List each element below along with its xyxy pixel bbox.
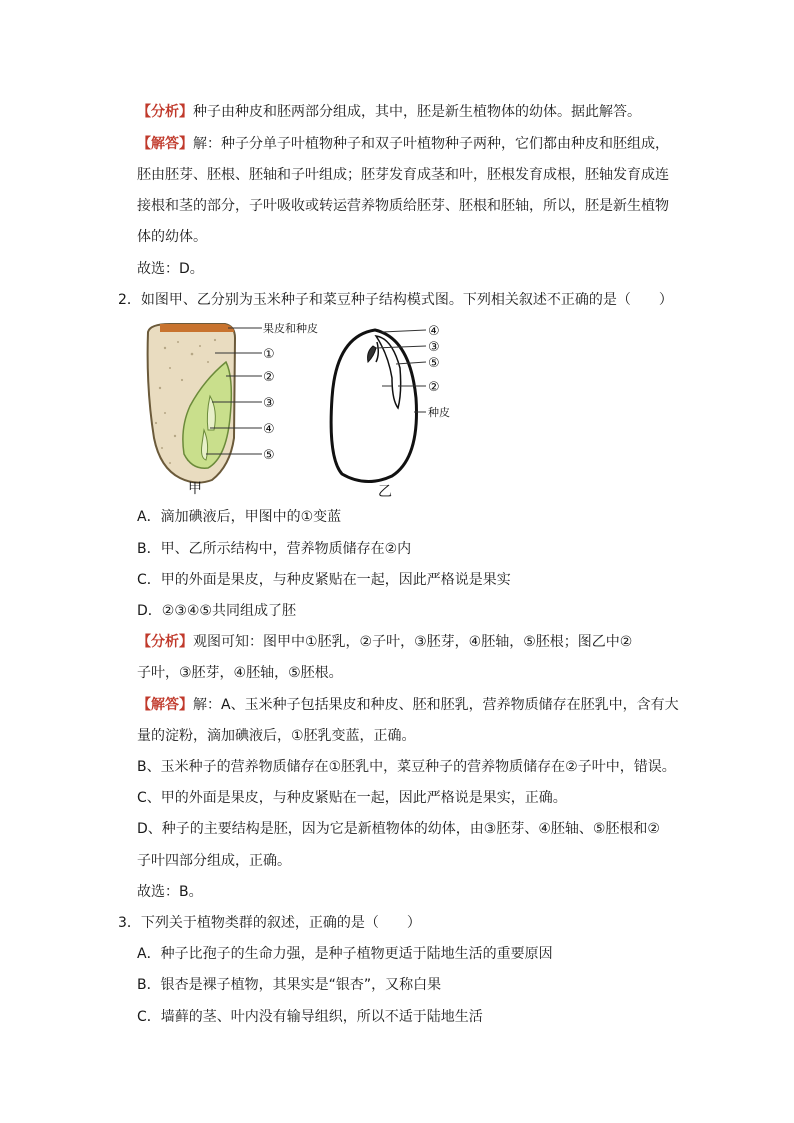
q1-answer-line-4: 体的幼体。: [137, 229, 207, 245]
analysis-tag: 【分析】: [137, 104, 193, 120]
answer-text: 解：A、玉米种子包括果皮和种皮、胚和胚乳，营养物质储存在胚乳中，含有大: [193, 697, 679, 713]
q2-answer-line-3: B、玉米种子的营养物质储存在①胚乳中，菜豆种子的营养物质储存在②子叶中，错误。: [137, 759, 676, 775]
q2-option-b: B．甲、乙所示结构中，营养物质储存在②内: [137, 541, 412, 557]
q3-option-b: B．银杏是裸子植物，其果实是“银杏”，又称白果: [137, 977, 442, 993]
seed-structure-figure: [130, 318, 470, 503]
corn-label-pericarp: 果皮和种皮: [263, 322, 318, 335]
jia-caption: 甲: [188, 481, 202, 497]
q2-option-c: C．甲的外面是果皮，与种皮紧贴在一起，因此严格说是果实: [137, 572, 511, 588]
answer-text: 解：种子分单子叶植物种子和双子叶植物种子两种，它们都由种皮和胚组成，: [193, 136, 669, 152]
bean-label-3: ③: [428, 340, 440, 355]
analysis-text: 观图可知：图甲中①胚乳，②子叶，③胚芽，④胚轴，⑤胚根；图乙中②: [193, 634, 633, 650]
corn-label-3: ③: [263, 396, 275, 411]
q2-choice: 故选：B。: [137, 884, 203, 900]
bean-label-4: ④: [428, 324, 440, 339]
q2-answer-line-2: 量的淀粉，滴加碘液后，①胚乳变蓝，正确。: [137, 728, 416, 744]
corn-label-2: ②: [263, 370, 275, 385]
q3-stem: 3．下列关于植物类群的叙述，正确的是（ ）: [118, 915, 421, 931]
q2-answer-line-6: 子叶四部分组成，正确。: [137, 853, 291, 869]
corn-label-5: ⑤: [263, 448, 275, 463]
q1-choice: 故选：D。: [137, 261, 204, 277]
q2-analysis-line-1: [137, 632, 632, 652]
q2-analysis-line-2: 子叶，③胚芽，④胚轴，⑤胚根。: [137, 665, 343, 681]
answer-tag: 【解答】: [137, 697, 193, 713]
q3-option-a: A．种子比孢子的生命力强，是种子植物更适于陆地生活的重要原因: [137, 946, 553, 962]
q2-answer-line-1: [137, 695, 679, 715]
q2-option-a: A．滴加碘液后，甲图中的①变蓝: [137, 509, 342, 525]
corn-label-1: ①: [263, 347, 275, 362]
q1-answer-line-1: [137, 134, 669, 154]
corn-seed-diagram: [148, 321, 318, 497]
yi-caption: 乙: [378, 484, 392, 500]
bean-label-2: ②: [428, 380, 440, 395]
q1-analysis: [137, 102, 641, 122]
corn-label-4: ④: [263, 422, 275, 437]
q2-option-d: D．②③④⑤共同组成了胚: [137, 603, 296, 619]
bean-seed-diagram: [331, 324, 450, 500]
bean-label-seedcoat: 种皮: [428, 406, 450, 419]
q1-answer-line-3: 接根和茎的部分，子叶吸收或转运营养物质给胚芽、胚根和胚轴，所以，胚是新生植物: [137, 198, 669, 214]
q2-answer-line-4: C、甲的外面是果皮，与种皮紧贴在一起，因此严格说是果实，正确。: [137, 790, 567, 806]
bean-label-5: ⑤: [428, 356, 440, 371]
q3-option-c: C．墙藓的茎、叶内没有输导组织，所以不适于陆地生活: [137, 1009, 483, 1025]
q1-answer-line-2: 胚由胚芽、胚根、胚轴和子叶组成；胚芽发育成茎和叶，胚根发育成根，胚轴发育成连: [137, 167, 669, 183]
answer-tag: 【解答】: [137, 136, 193, 152]
q2-stem: 2．如图甲、乙分别为玉米种子和菜豆种子结构模式图。下列相关叙述不正确的是（ ）: [118, 292, 673, 308]
analysis-text: 种子由种皮和胚两部分组成，其中，胚是新生植物体的幼体。据此解答。: [193, 104, 641, 120]
analysis-tag: 【分析】: [137, 634, 193, 650]
q2-answer-line-5: D、种子的主要结构是胚，因为它是新植物体的幼体，由③胚芽、④胚轴、⑤胚根和②: [137, 821, 660, 837]
